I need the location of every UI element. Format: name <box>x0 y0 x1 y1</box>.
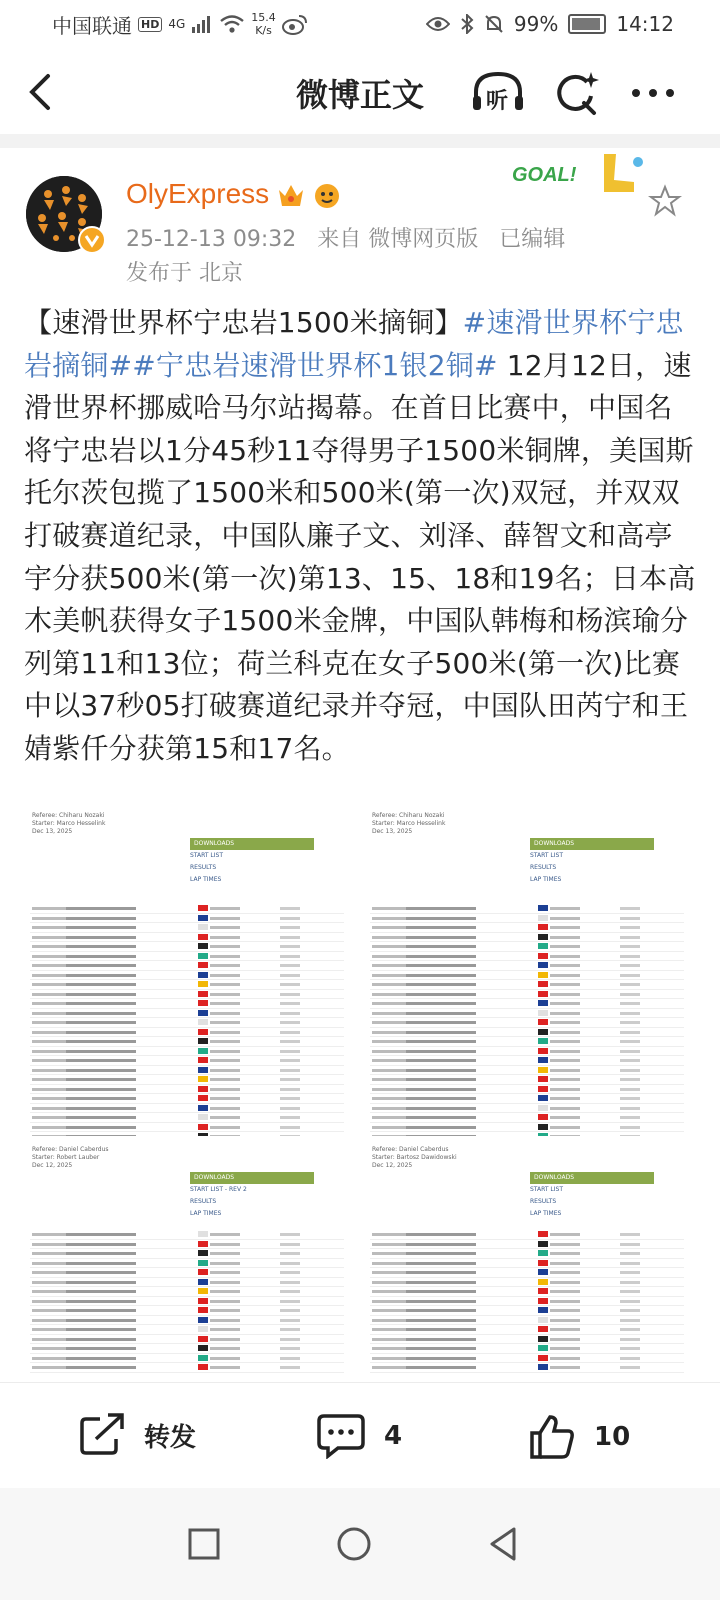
table-row <box>370 999 684 1009</box>
table-row <box>370 1047 684 1057</box>
system-nav-bar <box>0 1488 720 1600</box>
table-row <box>30 1259 344 1269</box>
topic-link[interactable]: #宁忠岩速滑世界杯1银2铜# <box>132 348 498 382</box>
table-row <box>370 933 684 943</box>
table-row <box>30 1306 344 1316</box>
results-table <box>370 1230 684 1373</box>
table-row <box>370 1094 684 1104</box>
table-row <box>30 1037 344 1047</box>
table-row <box>30 999 344 1009</box>
referee-info: Referee: Chiharu Nozaki Starter: Marco Hesselink Dec 13, 2025 <box>372 812 446 835</box>
table-row <box>30 904 344 914</box>
table-row <box>370 1085 684 1095</box>
table-row <box>30 1249 344 1259</box>
table-row <box>370 1316 684 1326</box>
downloads-header: DOWNLOADS <box>190 1172 314 1184</box>
hd-badge: HD <box>138 17 162 32</box>
post-body <box>24 302 696 771</box>
repost-label: 转发 <box>144 1422 197 1453</box>
comment-icon <box>316 1413 366 1459</box>
table-row <box>370 1268 684 1278</box>
signal-icon <box>191 15 213 33</box>
fan-badge-icon <box>312 180 342 210</box>
table-row <box>370 1259 684 1269</box>
table-row <box>370 1037 684 1047</box>
repost-button[interactable] <box>78 1413 196 1457</box>
table-row <box>370 1297 684 1307</box>
results-screenshot[interactable] <box>24 808 350 1136</box>
results-screenshot[interactable] <box>24 1142 350 1382</box>
table-row <box>370 1113 684 1123</box>
table-row <box>30 1009 344 1019</box>
table-row <box>30 1085 344 1095</box>
back-triangle-icon[interactable] <box>484 1524 524 1564</box>
back-arrow-icon[interactable] <box>22 70 62 114</box>
page-title: 微博正文 <box>295 76 424 114</box>
status-bar <box>0 0 720 48</box>
goal-decoration: GOAL! <box>508 152 648 200</box>
results-table <box>30 1230 344 1373</box>
table-row <box>370 914 684 924</box>
download-link[interactable]: START LIST <box>530 1186 564 1193</box>
table-row <box>370 961 684 971</box>
table-row <box>30 1094 344 1104</box>
table-row <box>30 1325 344 1335</box>
table-row <box>370 1056 684 1066</box>
image-grid <box>24 808 690 1382</box>
downloads-header: DOWNLOADS <box>530 1172 654 1184</box>
recents-square-icon[interactable] <box>184 1524 224 1564</box>
topic-link[interactable]: #速滑世界杯宁忠岩摘铜# <box>24 306 684 382</box>
listen-label: 听 <box>486 89 509 114</box>
download-links <box>530 838 654 886</box>
post-headline: 【速滑世界杯宁忠岩1500米摘铜】 <box>24 306 463 339</box>
table-row <box>30 961 344 971</box>
table-row <box>370 904 684 914</box>
download-link[interactable]: LAP TIMES <box>190 1210 222 1217</box>
table-row <box>370 1240 684 1250</box>
verified-badge-icon <box>78 226 106 254</box>
table-row <box>370 980 684 990</box>
section-divider <box>0 134 720 148</box>
table-row <box>370 1287 684 1297</box>
table-row <box>30 1104 344 1114</box>
post-date: 25-12-13 09:32 <box>126 227 297 252</box>
table-row <box>370 990 684 1000</box>
table-row <box>370 1104 684 1114</box>
table-row <box>370 1363 684 1373</box>
table-row <box>30 1018 344 1028</box>
table-row <box>30 971 344 981</box>
table-row <box>30 1268 344 1278</box>
table-row <box>370 1278 684 1288</box>
table-row <box>370 1354 684 1364</box>
download-link[interactable]: START LIST <box>530 852 564 859</box>
table-row <box>370 1335 684 1345</box>
home-circle-icon[interactable] <box>334 1524 374 1564</box>
eye-icon <box>426 16 450 32</box>
table-row <box>30 1287 344 1297</box>
downloads-header: DOWNLOADS <box>190 838 314 850</box>
downloads-header: DOWNLOADS <box>530 838 654 850</box>
table-row <box>370 1028 684 1038</box>
table-row <box>30 923 344 933</box>
table-row <box>30 1344 344 1354</box>
referee-info: Referee: Daniel Caberdus Starter: Bartosz Dawidowski Dec 12, 2025 <box>372 1146 457 1169</box>
bluetooth-icon <box>460 14 474 34</box>
more-icon[interactable] <box>628 78 678 108</box>
carrier-label: 中国联通 <box>52 13 132 38</box>
table-row <box>30 1123 344 1133</box>
table-row <box>370 1306 684 1316</box>
weibo-icon <box>282 13 308 35</box>
comment-count: 4 <box>384 1421 403 1451</box>
table-row <box>370 1009 684 1019</box>
table-row <box>30 1075 344 1085</box>
download-link[interactable]: LAP TIMES <box>530 876 562 883</box>
results-table <box>30 904 344 1136</box>
table-row <box>30 1354 344 1364</box>
referee-info: Referee: Daniel Caberdus Starter: Robert Lauber Dec 12, 2025 <box>32 1146 109 1169</box>
results-table <box>370 904 684 1136</box>
table-row <box>370 1075 684 1085</box>
table-row <box>30 1240 344 1250</box>
table-row <box>30 1056 344 1066</box>
table-row <box>30 1335 344 1345</box>
table-row <box>30 1047 344 1057</box>
download-link[interactable]: RESULTS <box>530 864 557 871</box>
table-row <box>370 1132 684 1136</box>
star-icon[interactable] <box>648 184 682 218</box>
post-meta <box>126 222 579 253</box>
results-screenshot[interactable] <box>364 808 690 1136</box>
table-row <box>30 1363 344 1373</box>
table-row <box>30 1230 344 1240</box>
table-row <box>370 1123 684 1133</box>
nav-bar <box>0 48 720 134</box>
foot-kick-icon <box>594 152 644 200</box>
table-row <box>30 1028 344 1038</box>
table-row <box>30 1316 344 1326</box>
battery-icon <box>568 14 606 34</box>
download-link[interactable]: LAP TIMES <box>190 876 222 883</box>
table-row <box>370 942 684 952</box>
edited-label[interactable]: 已编辑 <box>499 227 566 252</box>
action-bar <box>0 1382 720 1489</box>
table-row <box>370 1325 684 1335</box>
table-row <box>30 1132 344 1136</box>
network-type: 4G <box>168 17 186 31</box>
like-count: 10 <box>594 1422 631 1452</box>
download-link[interactable]: RESULTS <box>530 1198 557 1205</box>
thumbs-up-icon <box>528 1413 576 1461</box>
table-row <box>30 933 344 943</box>
wifi-icon <box>219 14 245 34</box>
table-row <box>30 942 344 952</box>
table-row <box>30 1113 344 1123</box>
download-link[interactable]: LAP TIMES <box>530 1210 562 1217</box>
results-screenshot[interactable] <box>364 1142 690 1382</box>
table-row <box>30 1297 344 1307</box>
download-link[interactable]: RESULTS <box>190 1198 217 1205</box>
table-row <box>370 1230 684 1240</box>
like-button[interactable] <box>528 1413 630 1461</box>
listen-button[interactable] <box>470 70 526 114</box>
comment-button[interactable] <box>316 1413 402 1459</box>
repost-icon <box>78 1413 126 1457</box>
battery-percent: 99% <box>513 12 559 36</box>
download-link[interactable]: START LIST <box>190 852 224 859</box>
table-row <box>30 980 344 990</box>
mute-bell-icon <box>484 14 504 34</box>
download-links <box>190 1172 314 1220</box>
download-links <box>530 1172 654 1220</box>
net-speed: 15.4 K/s <box>251 11 276 37</box>
table-row <box>30 1278 344 1288</box>
post-location: 发布于 北京 <box>126 261 243 286</box>
referee-info: Referee: Chiharu Nozaki Starter: Marco Hesselink Dec 13, 2025 <box>32 812 106 835</box>
table-row <box>370 1249 684 1259</box>
table-row <box>370 952 684 962</box>
table-row <box>370 1066 684 1076</box>
download-links <box>190 838 314 886</box>
table-row <box>30 952 344 962</box>
table-row <box>30 990 344 1000</box>
table-row <box>370 971 684 981</box>
post-text: 12月12日，速滑世界杯挪威哈马尔站揭幕。在首日比赛中，中国名将宁忠岩以1分45秒11夺得男子1500米铜牌，美国斯托尔茨包揽了1500米和500米(第一次)双冠，并双双打破赛道纪录，中国队廉子文、刘泽、薛智文和高亭宇分获500米(第一次)第13、15、18和19名；日本高木美帆获得女子1500米金牌，中国队韩梅和杨滨瑜分列第11和13位；荷兰科克在女子500米(第一次)比赛中以37秒05打破赛道纪录并夺冠，中国队田芮宁和王婧紫仟分获第15和17名。 <box>24 348 696 765</box>
table-row <box>370 1018 684 1028</box>
table-row <box>30 1066 344 1076</box>
post-source: 来自 微博网页版 <box>317 227 479 252</box>
table-row <box>370 923 684 933</box>
table-row <box>370 1344 684 1354</box>
table-row <box>30 914 344 924</box>
vip-crown-icon <box>276 180 306 210</box>
author-name[interactable]: OlyExpress <box>126 178 270 209</box>
search-icon[interactable] <box>553 70 599 116</box>
download-link[interactable]: START LIST - REV 2 <box>190 1186 247 1193</box>
download-link[interactable]: RESULTS <box>190 864 217 871</box>
clock: 14:12 <box>616 12 674 36</box>
